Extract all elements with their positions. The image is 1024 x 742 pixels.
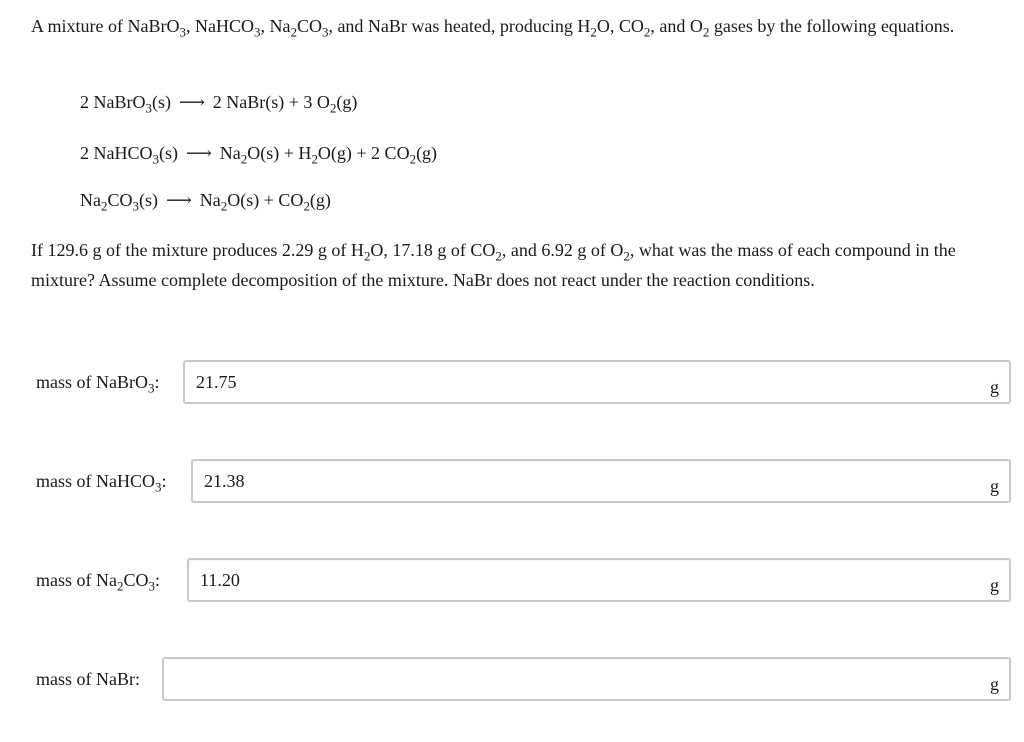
answer-row-nabr <box>0 657 1024 707</box>
answer-label: mass of NaBr: <box>36 669 140 689</box>
equation-2: 2 NaHCO$_3$(s) ⟶ $Na_2O(s) + H_2O(g) + 2$ $CO_2(g)$ <box>80 143 438 167</box>
answer-label: mass of NaHCO$_3$: <box>36 471 167 495</box>
answer-row-nabro3 <box>0 360 1024 410</box>
nahco3-mass-input[interactable] <box>191 459 1011 503</box>
input-value: 11.20 <box>200 570 240 590</box>
answer-row-na2co3 <box>0 558 1024 608</box>
answer-row-nahco3 <box>0 459 1024 509</box>
equation-3: $Na_2CO_3(s)$ ⟶ $Na_2O(s) + CO_2(g)$ <box>80 190 331 214</box>
input-value: 21.38 <box>204 471 245 491</box>
input-value: 21.75 <box>196 372 237 392</box>
equation-1: 2 NaBrO$_3$(s) ⟶ 2 NaBr(s) + 3 $O_2(g)$ <box>80 92 358 116</box>
answer-label: mass of $Na_2CO_3$: <box>36 570 160 594</box>
nabro3-mass-input[interactable] <box>183 360 1011 404</box>
reaction-arrow-icon: ⟶ <box>185 143 212 163</box>
nabr-mass-input[interactable] <box>162 657 1011 701</box>
unit-label: g <box>990 674 999 694</box>
reaction-arrow-icon: ⟶ <box>178 92 205 112</box>
problem-question: If 129.6 g of the mixture produces 2.29 g of $H_2O$, 17.18 g of $CO_2$, and 6.92 g of $O_2$, what was the mass of each compound in the mixture? Assume complete decomposition of the mixture. NaBr does not react under the reaction conditions. <box>31 240 956 290</box>
reaction-arrow-icon: ⟶ <box>165 190 192 210</box>
unit-label: g <box>990 377 999 397</box>
unit-label: g <box>990 575 999 595</box>
problem-intro: A mixture of NaBrO$_3$, NaHCO$_3$, $Na_2CO_3$, and NaBr was heated, producing $H_2O$, $CO_2$, and $O_2$ gases by the following equations. <box>31 16 955 40</box>
na2co3-mass-input[interactable] <box>187 558 1011 602</box>
answer-label: mass of NaBrO$_3$: <box>36 372 160 396</box>
unit-label: g <box>990 476 999 496</box>
